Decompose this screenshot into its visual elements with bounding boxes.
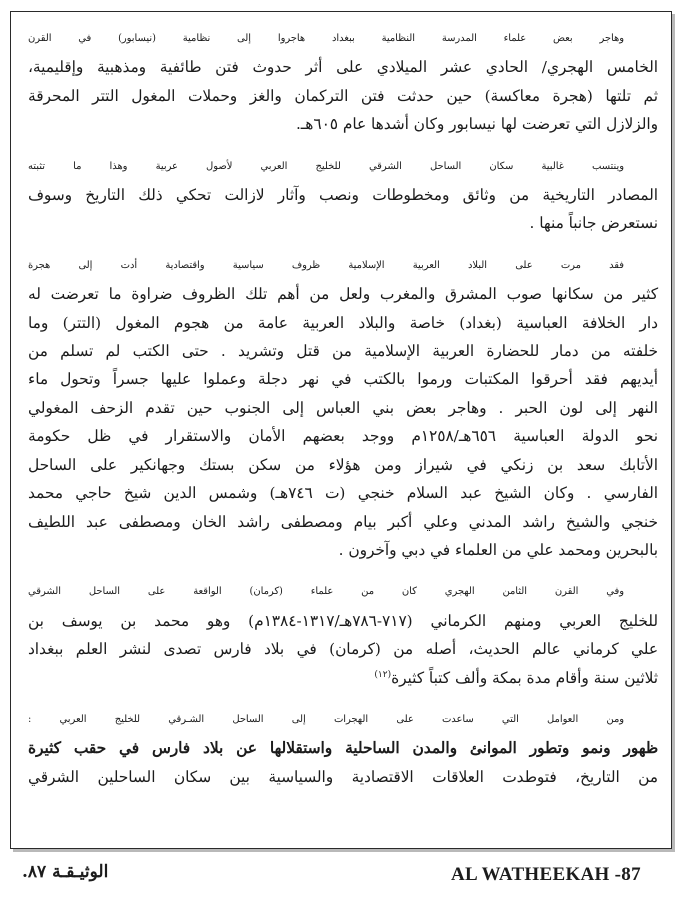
- text-line: خنجي والشيخ راشد المدني وعلي أكبر بيام ومصطفى راشد الخان ومصطفى عبد اللطيف: [28, 512, 658, 531]
- article-body: [28, 25, 658, 791]
- footnote-marker: (١٢): [374, 669, 392, 680]
- text-line: المصادر التاريخية من وثائق ومخطوطات ونصب وآثار لازالت تحكي ذلك التاريخ وسوف: [28, 186, 658, 205]
- paragraph-1: [28, 25, 658, 139]
- paragraph-2: [28, 153, 658, 238]
- text-line: والزلازل التي تعرضت لها نيسابور وكان أشدها عام ٦٠٥هـ.: [295, 115, 658, 134]
- text-line: علي كرماني عالم الحديث، أصله من (كرمان) في بلاد فارس تصدى لنشر العلم ببغداد: [28, 640, 658, 659]
- text-line: [28, 664, 658, 692]
- text-line: الفارسي . وكان الشيخ عبد السلام خنجي (ت ٧٤٦هـ) وشمس الدين شيخ حاجي محمد: [28, 484, 658, 503]
- text-line: النهر إلى لون الحبر . وهاجر بعض بني العباس إلى الجنوب حين تقدم الزحف المغولي: [28, 398, 658, 417]
- text-line: الخامس الهجري/ الحادي عشر الميلادي على أثر حدوث فتن طائفية ومذهبية وإقليمية،: [28, 58, 658, 77]
- text-line: كثير من سكانها صوب المشرق والمغرب ولعل من أهم تلك الظروف ضراوة ما تعرضت له: [28, 285, 658, 304]
- paragraph-3: [28, 252, 658, 564]
- journal-name-arabic: الوثيـقـة ٨٧.: [22, 862, 109, 882]
- paragraph-4: [28, 578, 658, 692]
- text-line: ومن العوامل التي ساعدت على الهجرات إلى الساحل الشـرقي للخليج العربي :: [28, 713, 624, 725]
- journal-name-english: AL WATHEEKAH -87: [451, 864, 641, 885]
- text-line: وفي القرن الثامن الهجري كان من علماء (كرمان) الواقعة على الساحل الشرقي: [28, 586, 624, 598]
- page-footer: [0, 860, 687, 890]
- text-line: بالبحرين ومحمد علي من العلماء في دبي وآخرون .: [338, 540, 658, 559]
- text-line: دار الخلافة العباسية (بغداد) خاصة والبلاد العربية عامة من هجوم المغول (التتر) وما: [28, 313, 658, 332]
- text-line: فقد مرت على البلاد العربية الإسلامية ظروف سياسية واقتصادية أدت إلى هجرة: [28, 259, 624, 271]
- text-line-content: ثلاثين سنة وأقام مدة بمكة وألف كتباً كثيرة: [391, 668, 658, 687]
- text-line: للخليج العربي ومنهم الكرماني (٧١٧-٧٨٦هـ/١٣١٧-١٣٨٤م) وهو محمد بن يوسف بن: [28, 611, 658, 630]
- text-line: وهاجر بعض علماء المدرسة النظامية ببغداد هاجروا إلى نظامية (نيسابور) في القرن: [28, 33, 624, 44]
- text-line-bold: ظهور ونمو وتطور الموانئ والمدن الساحلية واستقلالها عن بلاد فارس في حقب كثيرة: [28, 739, 658, 758]
- text-line: نحو الدولة العباسية ٦٥٦هـ/١٢٥٨م ووجد بعضهم الأمان والاستقرار في ظل حكومة: [28, 427, 658, 446]
- text-line: خلفته من دمار للحضارة العربية الإسلامية من قتل وتشريد . حتى الكتب لم تسلم من: [28, 342, 658, 361]
- text-line: وينتسب غالبية سكان الساحل الشرقي للخليج العربي لأصول عربية وهذا ما تثبته: [28, 160, 624, 172]
- text-line: أيديهم فقد أحرقوا المكتبات ورموا بالكتب في نهر دجلة وعملوا عليها جسراً وتحول ماء: [28, 370, 658, 389]
- text-line: من التاريخ، فتوطدت العلاقات الاقتصادية والسياسية بين سكان الساحلين الشرقي: [28, 767, 658, 786]
- text-line: ثم تلتها (هجرة معاكسة) حين حدثت فتن التركمان والغز وحملات المغول التتر المحرقة: [28, 86, 658, 105]
- text-line: الأتابك سعد بن زنكي في شيراز ومن هؤلاء من سكن بستك وجهانكير على الساحل: [28, 455, 658, 474]
- text-line: نستعرض جانباً منها .: [529, 214, 658, 233]
- paragraph-5: [28, 706, 658, 791]
